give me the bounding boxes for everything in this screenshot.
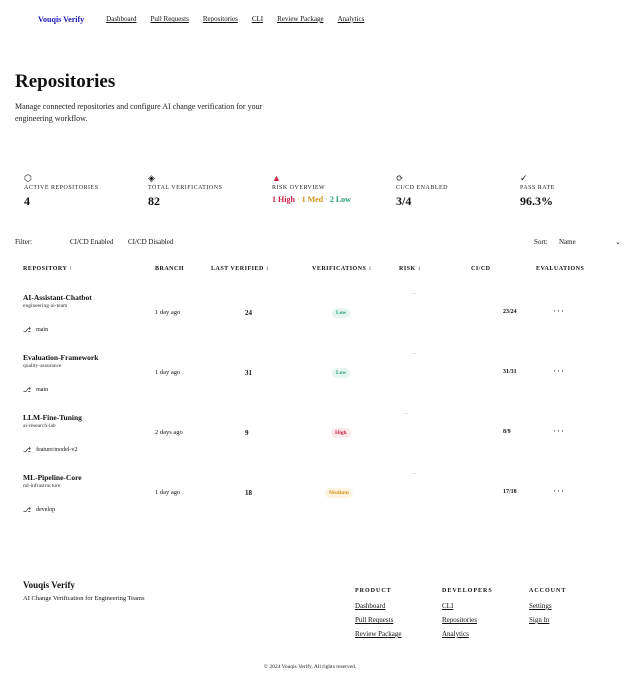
repo-branch — [23, 326, 48, 334]
risk-low-count: 2 Low — [329, 195, 351, 204]
footer-column-account — [529, 588, 566, 630]
stat-label: CI/CD ENABLED — [396, 185, 448, 191]
diamond-icon: ◈ — [148, 173, 155, 183]
filter-chip-cicd-enabled[interactable]: CI/CD Enabled — [70, 238, 114, 246]
evaluations-count: 31/31 — [503, 369, 517, 375]
footer-column-developers — [442, 588, 493, 644]
col-header-repository[interactable]: REPOSITORY ↑ — [23, 266, 73, 272]
stat-cicd-enabled — [396, 173, 516, 209]
stat-risk-overview — [272, 173, 392, 204]
warning-triangle-icon: ▲ — [272, 173, 281, 183]
table-row[interactable] — [23, 413, 640, 473]
footer-column-title: DEVELOPERS — [442, 588, 493, 594]
filter-label: Filter: — [15, 238, 33, 246]
verification-count: 18 — [245, 489, 252, 497]
branch-name: main — [36, 327, 49, 333]
repo-branch — [23, 386, 48, 394]
repo-branch — [23, 446, 77, 454]
footer-link-repositories[interactable]: Repositories — [442, 616, 477, 624]
brand-logo[interactable]: Vouqis Verify — [38, 14, 85, 24]
stat-value: 96.3% — [520, 194, 553, 208]
more-actions-icon[interactable]: ··· — [553, 366, 565, 376]
top-nav — [38, 13, 640, 25]
evaluations-count: 17/18 — [503, 489, 517, 495]
footer-link-sign-in[interactable]: Sign In — [529, 616, 550, 624]
hexagon-icon: ⬡ — [24, 173, 32, 183]
footer-column-title: PRODUCT — [355, 588, 392, 594]
branch-name: main — [36, 387, 49, 393]
last-verified: 1 day ago — [155, 369, 181, 376]
footer-tagline: AI Change Verification for Engineering Teams — [23, 595, 145, 602]
branch-name: develop — [36, 507, 56, 513]
repo-name[interactable]: AI-Assistant-Chatbot — [23, 293, 92, 302]
risk-badge: Low — [332, 308, 350, 318]
footer-column-product — [355, 588, 401, 644]
table-row[interactable] — [23, 353, 640, 413]
filter-chip-cicd-disabled[interactable]: CI/CD Disabled — [128, 238, 174, 246]
stat-active-repositories — [24, 173, 144, 209]
risk-badge: Low — [332, 368, 350, 378]
cicd-toggle[interactable] — [411, 473, 417, 476]
last-verified: 2 days ago — [155, 429, 183, 436]
col-header-verifications[interactable]: VERIFICATIONS ↕ — [312, 266, 372, 272]
refresh-icon: ⟳ — [396, 173, 404, 183]
repo-name[interactable]: Evaluation-Framework — [23, 353, 99, 362]
stat-value: 4 — [24, 194, 30, 208]
last-verified: 1 day ago — [155, 489, 181, 496]
col-header-last-verified[interactable]: LAST VERIFIED ↕ — [211, 266, 270, 272]
table-row[interactable] — [23, 473, 640, 533]
stat-total-verifications — [148, 173, 268, 209]
table-header — [23, 266, 640, 276]
more-actions-icon[interactable]: ··· — [553, 426, 565, 436]
repo-name[interactable]: ML-Pipeline-Core — [23, 473, 82, 482]
nav-link-analytics[interactable]: Analytics — [337, 15, 365, 23]
footer-link-cli[interactable]: CLI — [442, 602, 454, 610]
stat-value: 82 — [148, 194, 160, 208]
page-description: Manage connected repositories and configure AI change verification for your engineering workflow. — [15, 102, 263, 123]
footer-link-analytics[interactable]: Analytics — [442, 630, 469, 638]
footer-copyright: © 2024 Vouqis Verify. All rights reserved. — [263, 664, 357, 670]
nav-link-dashboard[interactable]: Dashboard — [106, 15, 137, 23]
branch-icon: ⎇ — [23, 386, 32, 394]
col-header-evaluations: EVALUATIONS — [536, 266, 585, 272]
nav-link-pull-requests[interactable]: Pull Requests — [150, 15, 189, 23]
verification-count: 9 — [245, 429, 249, 437]
table-row[interactable] — [23, 293, 640, 353]
branch-name: feature/model-v2 — [36, 447, 78, 453]
verification-count: 24 — [245, 309, 252, 317]
stat-label: PASS RATE — [520, 185, 555, 191]
risk-breakdown — [272, 195, 392, 204]
chevron-down-icon: ⌄ — [615, 238, 621, 246]
repo-org: engineering-ai-team — [23, 303, 68, 309]
footer-link-settings[interactable]: Settings — [529, 602, 552, 610]
nav-link-repositories[interactable]: Repositories — [202, 15, 238, 23]
nav-link-review-package[interactable]: Review Package — [277, 15, 324, 23]
evaluations-count: 8/9 — [503, 429, 511, 435]
sort-select[interactable] — [559, 236, 621, 248]
footer-link-pull-requests[interactable]: Pull Requests — [355, 616, 394, 624]
page-title: Repositories — [15, 71, 116, 92]
stat-value: 3/4 — [396, 194, 412, 208]
check-icon: ✓ — [520, 173, 528, 183]
evaluations-count: 23/24 — [503, 309, 517, 315]
footer-link-review-package[interactable]: Review Package — [355, 630, 402, 638]
repo-org: ml-infrastructure — [23, 483, 61, 489]
separator: · — [296, 195, 300, 204]
footer-link-dashboard[interactable]: Dashboard — [355, 602, 386, 610]
cicd-toggle[interactable] — [411, 293, 417, 296]
stat-label: ACTIVE REPOSITORIES — [24, 185, 99, 191]
branch-icon: ⎇ — [23, 506, 32, 514]
risk-high-count: 1 High — [272, 195, 295, 204]
risk-medium-count: 1 Med — [301, 195, 324, 204]
risk-badge: High — [331, 428, 351, 438]
cicd-toggle[interactable] — [403, 413, 409, 416]
verification-count: 31 — [245, 369, 252, 377]
sort-label: Sort: — [534, 238, 548, 246]
repo-name[interactable]: LLM-Fine-Tuning — [23, 413, 82, 422]
col-header-cicd: CI/CD — [471, 266, 491, 272]
filter-bar — [15, 238, 640, 250]
separator: · — [325, 195, 328, 204]
nav-link-cli[interactable]: CLI — [251, 15, 264, 23]
risk-badge: Medium — [325, 488, 353, 498]
branch-icon: ⎇ — [23, 326, 32, 334]
more-actions-icon[interactable]: ··· — [553, 486, 565, 496]
footer-brand: Vouqis Verify — [23, 580, 75, 590]
stat-label: RISK OVERVIEW — [272, 185, 326, 191]
repo-branch — [23, 506, 55, 514]
stat-pass-rate — [520, 173, 640, 209]
cicd-toggle[interactable] — [411, 353, 417, 356]
branch-icon: ⎇ — [23, 446, 32, 454]
footer-column-title: ACCOUNT — [529, 588, 567, 594]
last-verified: 1 day ago — [155, 309, 181, 316]
more-actions-icon[interactable]: ··· — [553, 306, 565, 316]
col-header-branch: BRANCH — [155, 266, 185, 272]
col-header-risk[interactable]: RISK ↕ — [399, 266, 422, 272]
sort-value: Name — [559, 238, 576, 246]
repo-org: ai-research-lab — [23, 423, 56, 429]
stat-label: TOTAL VERIFICATIONS — [148, 185, 223, 191]
repo-org: quality-assurance — [23, 363, 62, 369]
